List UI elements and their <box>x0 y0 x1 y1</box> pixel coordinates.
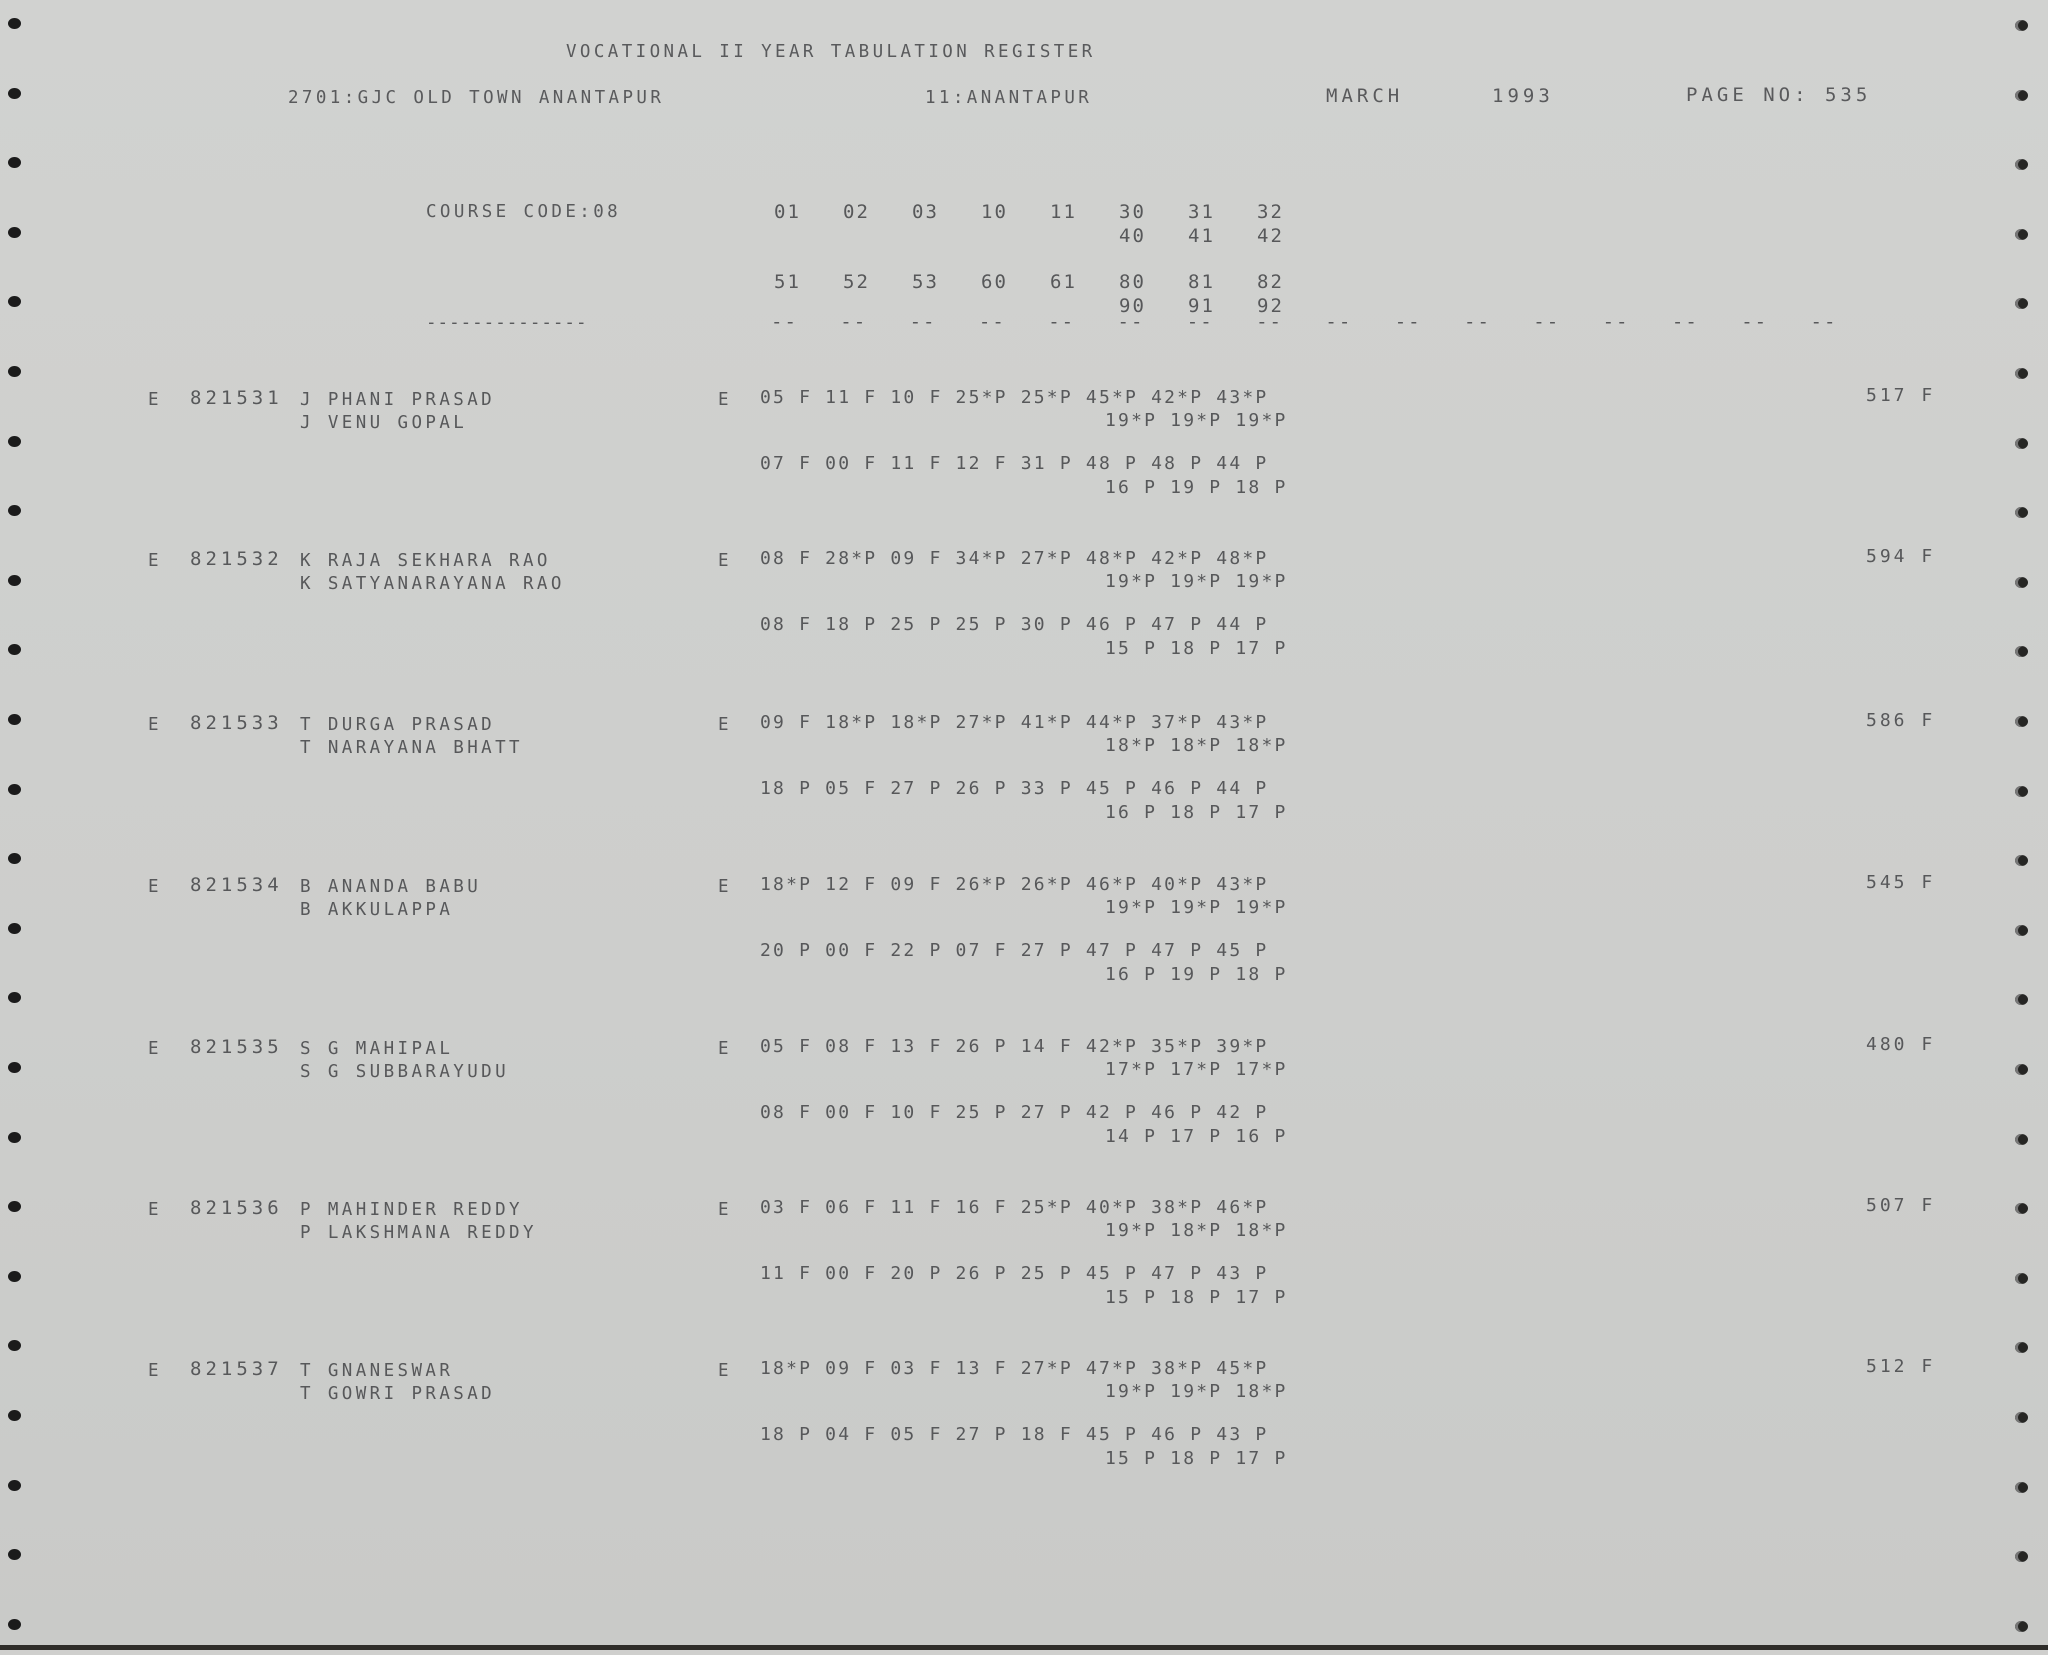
marks-row-2b: 15 P 18 P 17 P <box>1105 1287 1288 1308</box>
record-category: E <box>148 1039 162 1059</box>
feed-hole <box>8 1271 21 1282</box>
marks-row-1b: 18*P 18*P 18*P <box>1105 735 1288 756</box>
feed-hole <box>2015 1134 2028 1145</box>
record-medium: E <box>718 551 732 571</box>
column-dash: -- <box>1048 311 1076 333</box>
marks-row-1b: 19*P 19*P 19*P <box>1105 897 1288 918</box>
feed-hole <box>8 88 21 99</box>
candidate-name: J PHANI PRASAD <box>300 390 496 410</box>
feed-hole <box>8 1619 21 1630</box>
total-result: 480 F <box>1866 1034 1936 1055</box>
feed-hole <box>8 1132 21 1143</box>
feed-hole <box>8 18 21 29</box>
record-medium: E <box>718 715 732 735</box>
column-dash: -- <box>1602 311 1630 333</box>
column-dash: -- <box>840 311 868 333</box>
column-dash: -- <box>1186 311 1214 333</box>
subject-code: 90 <box>1119 295 1146 317</box>
roll-number: 821532 <box>190 548 283 570</box>
record-category: E <box>148 715 162 735</box>
record-category: E <box>148 551 162 571</box>
subject-code: 41 <box>1188 225 1215 247</box>
feed-hole <box>2015 298 2028 309</box>
marks-row-2b: 15 P 18 P 17 P <box>1105 1448 1288 1469</box>
feed-hole <box>2015 1203 2028 1214</box>
marks-row-2b: 16 P 19 P 18 P <box>1105 964 1288 985</box>
subject-code: 11 <box>1050 201 1077 223</box>
column-dash: -- <box>771 311 798 333</box>
marks-row-1: 09 F 18*P 18*P 27*P 41*P 44*P 37*P 43*P <box>760 712 1269 733</box>
marks-row-2: 20 P 00 F 22 P 07 F 27 P 47 P 47 P 45 P <box>760 940 1269 961</box>
subject-code: 60 <box>981 271 1008 293</box>
marks-row-1: 05 F 08 F 13 F 26 P 14 F 42*P 35*P 39*P <box>760 1036 1269 1057</box>
marks-row-2: 11 F 00 F 20 P 26 P 25 P 45 P 47 P 43 P <box>760 1263 1269 1284</box>
subject-code: 01 <box>774 201 801 223</box>
subject-code: 02 <box>843 201 870 223</box>
subject-code: 32 <box>1257 201 1284 223</box>
marks-row-1b: 19*P 19*P 19*P <box>1105 410 1288 431</box>
feed-hole <box>8 1201 21 1212</box>
candidate-name: B ANANDA BABU <box>300 877 482 897</box>
marks-row-2: 07 F 00 F 11 F 12 F 31 P 48 P 48 P 44 P <box>760 453 1269 474</box>
feed-hole <box>2015 438 2028 449</box>
feed-hole <box>2015 716 2028 727</box>
feed-hole <box>2015 925 2028 936</box>
father-name: T NARAYANA BHATT <box>300 738 523 758</box>
roll-number: 821535 <box>190 1036 283 1058</box>
marks-row-1b: 19*P 18*P 18*P <box>1105 1220 1288 1241</box>
feed-hole <box>8 1340 21 1351</box>
subject-code: 31 <box>1188 201 1215 223</box>
column-dash: -- <box>1325 311 1353 333</box>
father-name: S G SUBBARAYUDU <box>300 1062 510 1082</box>
feed-hole <box>2015 1342 2028 1353</box>
marks-row-1: 18*P 09 F 03 F 13 F 27*P 47*P 38*P 45*P <box>760 1358 1269 1379</box>
roll-number: 821534 <box>190 874 283 896</box>
column-dash: -- <box>1810 311 1838 333</box>
left-tractor-feed-holes <box>8 0 38 1650</box>
column-dash: -- <box>1394 311 1422 333</box>
page-number: PAGE NO: 535 <box>1686 84 1872 106</box>
candidate-name: T DURGA PRASAD <box>300 715 496 735</box>
feed-hole <box>8 853 21 864</box>
total-result: 545 F <box>1866 872 1936 893</box>
feed-hole <box>2015 229 2028 240</box>
feed-hole <box>2015 1482 2028 1493</box>
marks-row-1: 08 F 28*P 09 F 34*P 27*P 48*P 42*P 48*P <box>760 548 1269 569</box>
column-dash: -- <box>1671 311 1699 333</box>
column-dash: -- <box>1464 311 1491 333</box>
roll-number: 821536 <box>190 1197 283 1219</box>
feed-hole <box>2015 1621 2028 1632</box>
father-name: B AKKULAPPA <box>300 900 454 920</box>
roll-number: 821531 <box>190 387 283 409</box>
record-category: E <box>148 390 162 410</box>
roll-number: 821537 <box>190 1358 283 1380</box>
subject-code: 53 <box>912 271 939 293</box>
marks-row-1b: 19*P 19*P 19*P <box>1105 571 1288 592</box>
scanner-bottom-edge <box>0 1645 2048 1650</box>
feed-hole <box>2015 855 2028 866</box>
marks-row-2: 18 P 04 F 05 F 27 P 18 F 45 P 46 P 43 P <box>760 1424 1269 1445</box>
college-name: 2701:GJC OLD TOWN ANANTAPUR <box>288 88 665 108</box>
feed-hole <box>8 992 21 1003</box>
feed-hole <box>2015 20 2028 31</box>
marks-row-2b: 15 P 18 P 17 P <box>1105 638 1288 659</box>
marks-row-1: 05 F 11 F 10 F 25*P 25*P 45*P 42*P 43*P <box>760 387 1269 408</box>
register-title: VOCATIONAL II YEAR TABULATION REGISTER <box>566 42 1096 62</box>
record-medium: E <box>718 877 732 897</box>
feed-hole <box>8 1549 21 1560</box>
candidate-name: P MAHINDER REDDY <box>300 1200 523 1220</box>
feed-hole <box>8 436 21 447</box>
record-medium: E <box>718 390 732 410</box>
feed-hole <box>8 1480 21 1491</box>
father-name: K SATYANARAYANA RAO <box>300 574 565 594</box>
candidate-name: T GNANESWAR <box>300 1361 454 1381</box>
father-name: P LAKSHMANA REDDY <box>300 1223 537 1243</box>
subject-code: 42 <box>1257 225 1284 247</box>
feed-hole <box>2015 507 2028 518</box>
total-result: 512 F <box>1866 1356 1936 1377</box>
column-dash: -- <box>1256 311 1283 333</box>
feed-hole <box>2015 646 2028 657</box>
marks-row-2: 08 F 00 F 10 F 25 P 27 P 42 P 46 P 42 P <box>760 1102 1269 1123</box>
feed-hole <box>8 157 21 168</box>
feed-hole <box>8 714 21 725</box>
record-category: E <box>148 1200 162 1220</box>
feed-hole <box>2015 577 2028 588</box>
record-category: E <box>148 1361 162 1381</box>
feed-hole <box>2015 786 2028 797</box>
marks-row-2: 18 P 05 F 27 P 26 P 33 P 45 P 46 P 44 P <box>760 778 1269 799</box>
marks-row-1: 03 F 06 F 11 F 16 F 25*P 40*P 38*P 46*P <box>760 1197 1269 1218</box>
subject-code: 82 <box>1257 271 1284 293</box>
feed-hole <box>2015 159 2028 170</box>
feed-hole <box>8 1410 21 1421</box>
subject-code: 30 <box>1119 201 1146 223</box>
district-name: 11:ANANTAPUR <box>925 88 1093 108</box>
feed-hole <box>8 227 21 238</box>
exam-year: 1993 <box>1492 85 1554 107</box>
feed-hole <box>8 296 21 307</box>
roll-number: 821533 <box>190 712 283 734</box>
total-result: 517 F <box>1866 385 1936 406</box>
course-code-underline: -------------- <box>426 313 588 333</box>
subject-code: 81 <box>1188 271 1215 293</box>
feed-hole <box>8 923 21 934</box>
feed-hole <box>2015 1412 2028 1423</box>
subject-code: 51 <box>774 271 801 293</box>
subject-code: 52 <box>843 271 870 293</box>
subject-code: 03 <box>912 201 939 223</box>
marks-row-2b: 16 P 18 P 17 P <box>1105 802 1288 823</box>
feed-hole <box>2015 1273 2028 1284</box>
subject-code: 40 <box>1119 225 1146 247</box>
marks-row-2b: 16 P 19 P 18 P <box>1105 477 1288 498</box>
feed-hole <box>8 366 21 377</box>
father-name: J VENU GOPAL <box>300 413 468 433</box>
subject-code: 80 <box>1119 271 1146 293</box>
marks-row-1b: 19*P 19*P 18*P <box>1105 1381 1288 1402</box>
candidate-name: S G MAHIPAL <box>300 1039 454 1059</box>
feed-hole <box>8 784 21 795</box>
candidate-name: K RAJA SEKHARA RAO <box>300 551 551 571</box>
subject-code: 91 <box>1188 295 1215 317</box>
column-dash: -- <box>909 311 937 333</box>
subject-code: 92 <box>1257 295 1284 317</box>
feed-hole <box>8 505 21 516</box>
marks-row-2b: 14 P 17 P 16 P <box>1105 1126 1288 1147</box>
marks-row-1: 18*P 12 F 09 F 26*P 26*P 46*P 40*P 43*P <box>760 874 1269 895</box>
feed-hole <box>2015 90 2028 101</box>
column-dash: -- <box>978 311 1006 333</box>
feed-hole <box>2015 368 2028 379</box>
feed-hole <box>8 644 21 655</box>
feed-hole <box>2015 994 2028 1005</box>
subject-code: 61 <box>1050 271 1077 293</box>
record-medium: E <box>718 1200 732 1220</box>
column-dash: -- <box>1533 311 1561 333</box>
subject-code: 10 <box>981 201 1008 223</box>
right-tractor-feed-holes <box>2015 0 2045 1650</box>
exam-month: MARCH <box>1326 85 1404 107</box>
total-result: 594 F <box>1866 546 1936 567</box>
record-medium: E <box>718 1039 732 1059</box>
father-name: T GOWRI PRASAD <box>300 1384 496 1404</box>
marks-row-1b: 17*P 17*P 17*P <box>1105 1059 1288 1080</box>
feed-hole <box>2015 1551 2028 1562</box>
feed-hole <box>8 1062 21 1073</box>
column-dash: -- <box>1117 311 1145 333</box>
marks-row-2: 08 F 18 P 25 P 25 P 30 P 46 P 47 P 44 P <box>760 614 1269 635</box>
record-category: E <box>148 877 162 897</box>
total-result: 586 F <box>1866 710 1936 731</box>
column-dash: -- <box>1741 311 1769 333</box>
feed-hole <box>2015 1064 2028 1075</box>
total-result: 507 F <box>1866 1195 1936 1216</box>
course-code-label: COURSE CODE:08 <box>426 202 622 222</box>
feed-hole <box>8 575 21 586</box>
record-medium: E <box>718 1361 732 1381</box>
